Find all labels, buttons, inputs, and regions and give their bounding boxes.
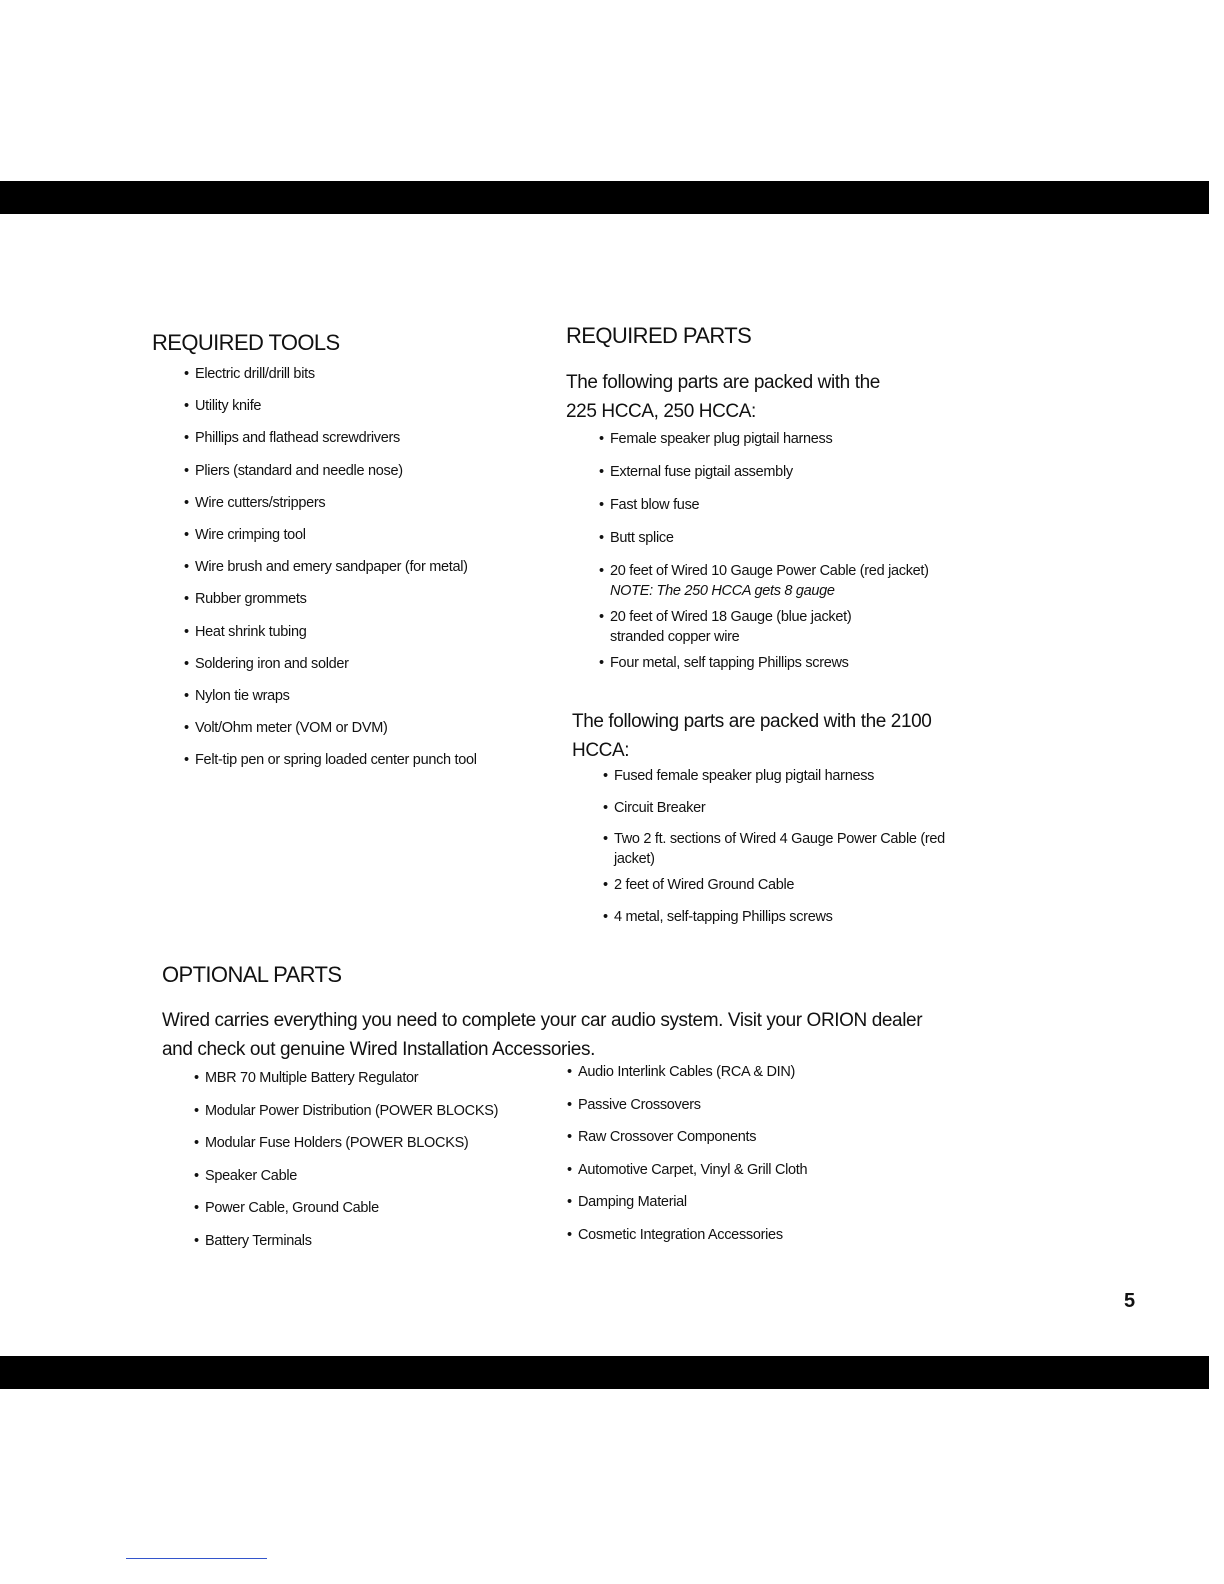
required-parts-heading: REQUIRED PARTS xyxy=(566,323,752,348)
list-item: • Phillips and flathead screwdrivers xyxy=(184,428,477,460)
list-item: • Damping Material xyxy=(567,1192,807,1225)
parts-group-b-list xyxy=(603,766,945,938)
list-item: • Utility knife xyxy=(184,396,477,428)
list-item: • Speaker Cable xyxy=(194,1166,498,1199)
list-item: • Butt splice xyxy=(599,528,929,561)
list-item: • Female speaker plug pigtail harness xyxy=(599,429,929,462)
list-item: • Battery Terminals xyxy=(194,1231,498,1264)
list-item: • Cosmetic Integration Accessories xyxy=(567,1225,807,1258)
optional-parts-heading: OPTIONAL PARTS xyxy=(162,962,342,987)
list-item: • Fast blow fuse xyxy=(599,495,929,528)
optional-parts-intro: Wired carries everything you need to complete your car audio system. Visit your ORION dealer and check out genuine Wired Installation Accessories. xyxy=(162,1010,923,1060)
list-item xyxy=(599,607,929,653)
list-item: • Rubber grommets xyxy=(184,589,477,621)
list-item: • Automotive Carpet, Vinyl & Grill Cloth xyxy=(567,1160,807,1193)
list-item: • Four metal, self tapping Phillips screws xyxy=(599,653,929,686)
required-tools-heading: REQUIRED TOOLS xyxy=(152,330,340,355)
list-item-text: 20 feet of Wired 10 Gauge Power Cable (red jacket) xyxy=(610,563,929,579)
list-item: • Pliers (standard and needle nose) xyxy=(184,461,477,493)
list-item-continuation: jacket) xyxy=(614,851,655,867)
list-item: • Passive Crossovers xyxy=(567,1095,807,1128)
list-item-text: 20 feet of Wired 18 Gauge (blue jacket) xyxy=(610,609,852,625)
list-item: • 4 metal, self-tapping Phillips screws xyxy=(603,907,945,939)
list-item xyxy=(599,561,929,607)
list-item: • Soldering iron and solder xyxy=(184,654,477,686)
list-item: • Audio Interlink Cables (RCA & DIN) xyxy=(567,1062,807,1095)
list-item: • Volt/Ohm meter (VOM or DVM) xyxy=(184,718,477,750)
list-item: • Heat shrink tubing xyxy=(184,622,477,654)
bottom-black-band xyxy=(0,1356,1209,1389)
optional-parts-right-list xyxy=(567,1062,807,1257)
list-item: • Power Cable, Ground Cable xyxy=(194,1198,498,1231)
parts-group-a-intro: The following parts are packed with the 225 HCCA, 250 HCCA: xyxy=(566,372,880,422)
list-item: • Electric drill/drill bits xyxy=(184,364,477,396)
list-item: • Raw Crossover Components xyxy=(567,1127,807,1160)
parts-group-b-intro: The following parts are packed with the 2100 HCCA: xyxy=(572,711,932,761)
list-item: • Nylon tie wraps xyxy=(184,686,477,718)
list-item: • Modular Fuse Holders (POWER BLOCKS) xyxy=(194,1133,498,1166)
list-item: • MBR 70 Multiple Battery Regulator xyxy=(194,1068,498,1101)
list-item: • Felt-tip pen or spring loaded center punch tool xyxy=(184,750,477,782)
list-item: • Wire cutters/strippers xyxy=(184,493,477,525)
optional-parts-left-list xyxy=(194,1068,498,1263)
list-item-continuation: stranded copper wire xyxy=(610,629,740,645)
list-item: • 2 feet of Wired Ground Cable xyxy=(603,875,945,907)
list-item: • Modular Power Distribution (POWER BLOCKS) xyxy=(194,1101,498,1134)
list-item: • Wire crimping tool xyxy=(184,525,477,557)
list-item: • Fused female speaker plug pigtail harness xyxy=(603,766,945,798)
list-item xyxy=(603,829,945,875)
required-tools-list xyxy=(184,364,477,782)
parts-group-a-list xyxy=(599,429,929,686)
top-black-band xyxy=(0,181,1209,214)
note-text: NOTE: The 250 HCCA gets 8 gauge xyxy=(610,583,835,599)
page-number: 5 xyxy=(1124,1290,1136,1312)
list-item: • Circuit Breaker xyxy=(603,798,945,830)
footer-rule xyxy=(126,1558,267,1559)
list-item: • External fuse pigtail assembly xyxy=(599,462,929,495)
list-item-text: Two 2 ft. sections of Wired 4 Gauge Power Cable (red xyxy=(614,831,945,847)
list-item: • Wire brush and emery sandpaper (for metal) xyxy=(184,557,477,589)
